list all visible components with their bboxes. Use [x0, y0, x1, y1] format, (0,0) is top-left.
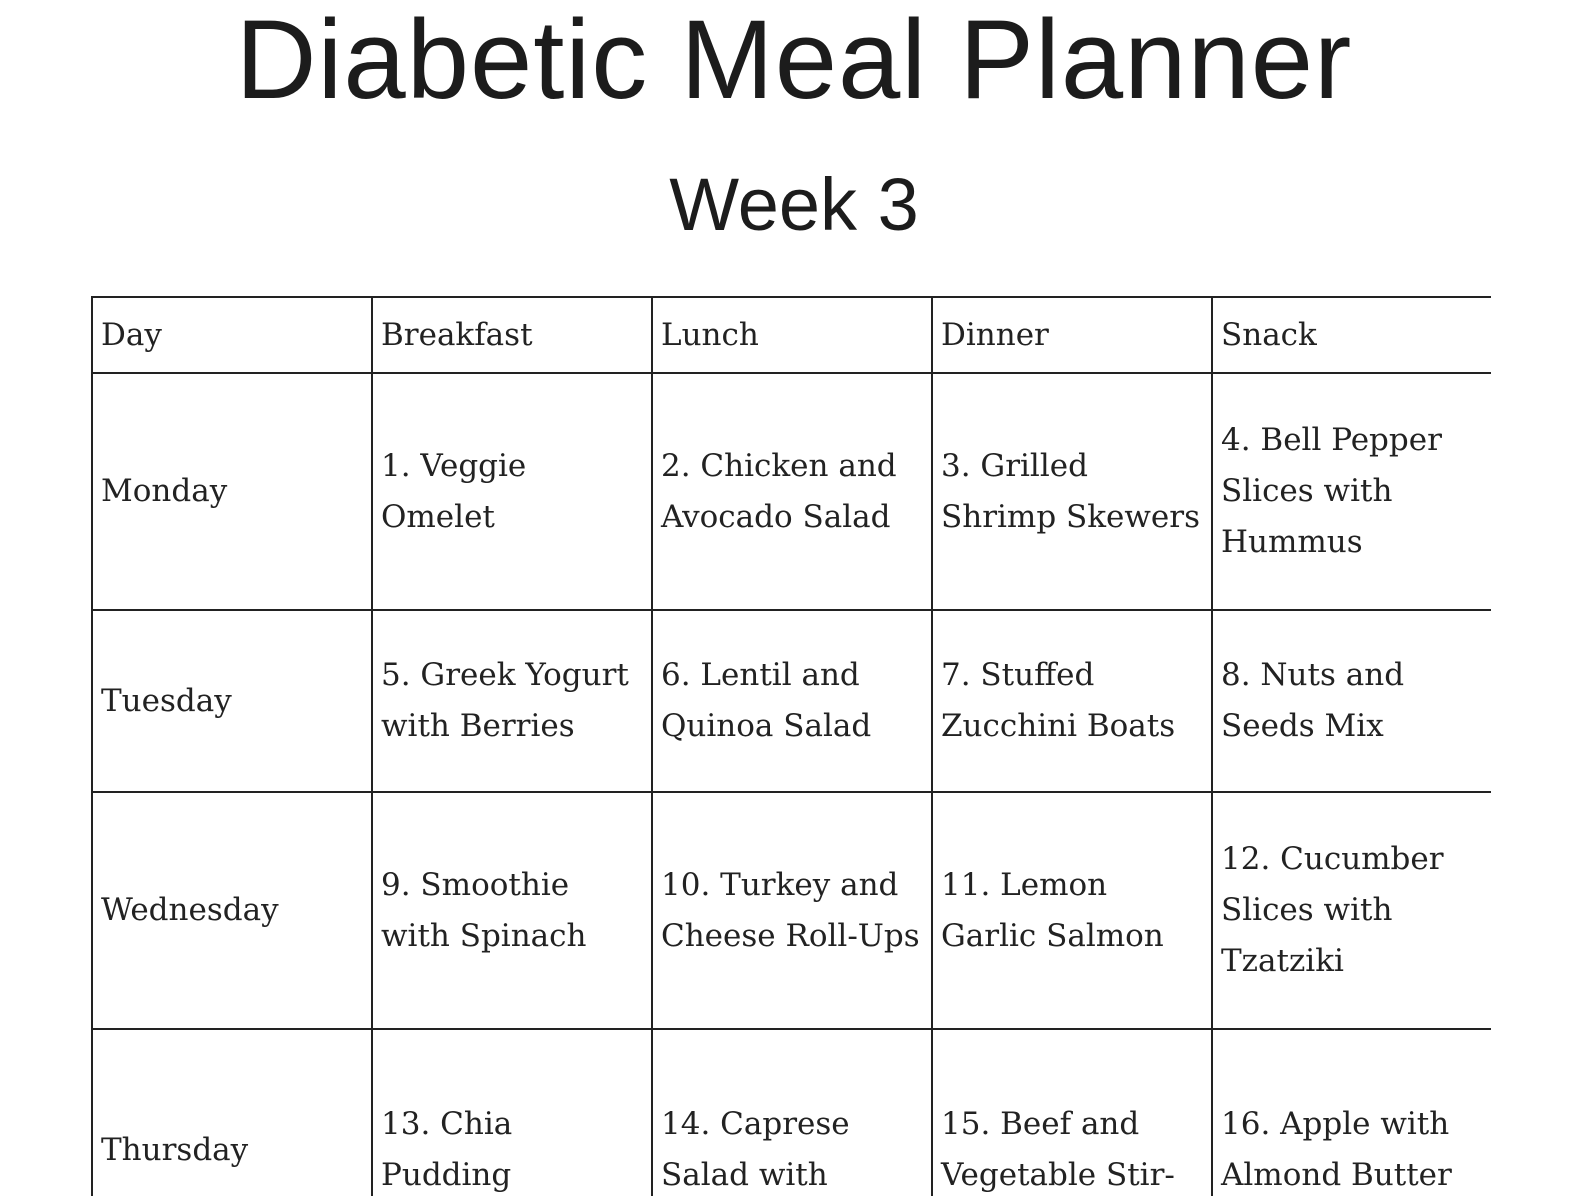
table-row [92, 1029, 1491, 1196]
table-row [92, 373, 1491, 610]
day-cell: Wednesday [92, 792, 372, 1029]
lunch-cell: 14. Caprese Salad with [652, 1029, 932, 1196]
snack-cell: 8. Nuts and Seeds Mix [1212, 610, 1491, 792]
header-snack: Snack [1212, 297, 1491, 373]
dinner-cell: 15. Beef and Vegetable Stir- [932, 1029, 1212, 1196]
dinner-cell: 3. Grilled Shrimp Skewers [932, 373, 1212, 610]
breakfast-cell: 1. Veggie Omelet [372, 373, 652, 610]
header-breakfast: Breakfast [372, 297, 652, 373]
breakfast-cell: 13. Chia Pudding [372, 1029, 652, 1196]
meal-planner-table-container [91, 296, 1491, 1196]
week-subtitle: Week 3 [669, 163, 919, 246]
day-cell: Tuesday [92, 610, 372, 792]
page-title: Diabetic Meal Planner [235, 0, 1353, 122]
header-dinner: Dinner [932, 297, 1212, 373]
snack-cell: 16. Apple with Almond Butter [1212, 1029, 1491, 1196]
lunch-cell: 10. Turkey and Cheese Roll-Ups [652, 792, 932, 1029]
day-cell: Monday [92, 373, 372, 610]
header-day: Day [92, 297, 372, 373]
snack-cell: 12. Cucumber Slices with Tzatziki [1212, 792, 1491, 1029]
breakfast-cell: 9. Smoothie with Spinach [372, 792, 652, 1029]
header-lunch: Lunch [652, 297, 932, 373]
breakfast-cell: 5. Greek Yogurt with Berries [372, 610, 652, 792]
meal-planner-table [91, 296, 1491, 1196]
table-header-row [92, 297, 1491, 373]
dinner-cell: 7. Stuffed Zucchini Boats [932, 610, 1212, 792]
snack-cell: 4. Bell Pepper Slices with Hummus [1212, 373, 1491, 610]
day-cell: Thursday [92, 1029, 372, 1196]
lunch-cell: 6. Lentil and Quinoa Salad [652, 610, 932, 792]
table-row [92, 792, 1491, 1029]
table-row [92, 610, 1491, 792]
dinner-cell: 11. Lemon Garlic Salmon [932, 792, 1212, 1029]
lunch-cell: 2. Chicken and Avocado Salad [652, 373, 932, 610]
